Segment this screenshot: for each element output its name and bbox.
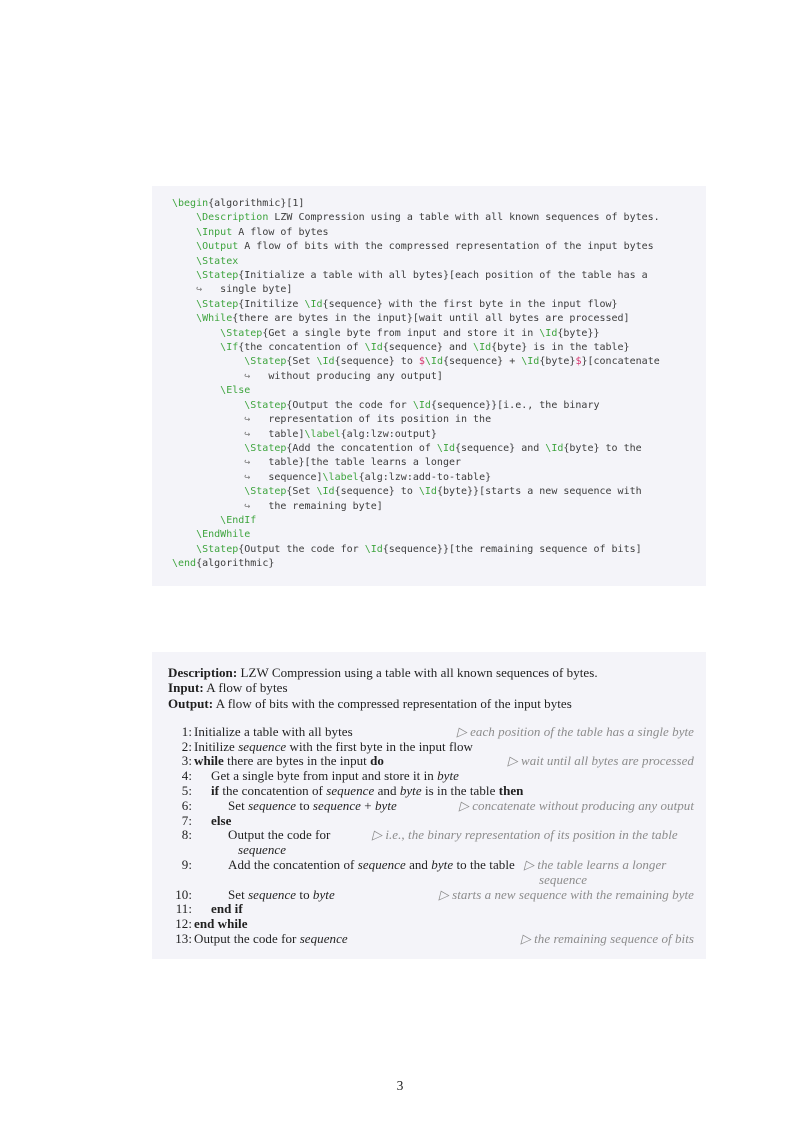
algorithm-line xyxy=(168,799,694,814)
line-number: 5: xyxy=(181,783,192,799)
algorithm-line xyxy=(168,754,694,769)
code-line: \If{the concatention of \Id{sequence} and \Id{byte} is in the table} xyxy=(220,342,630,354)
code-line: ↪ table}[the table learns a longer xyxy=(244,457,461,469)
code-line: ↪ without producing any output] xyxy=(244,370,443,382)
line-number: 6: xyxy=(181,797,192,813)
code-line: ↪ the remaining byte] xyxy=(244,500,383,512)
algorithm-line xyxy=(168,740,694,755)
line-number: 4: xyxy=(181,768,192,784)
line-number: 11: xyxy=(175,901,192,917)
algorithm-header-line: Output: A flow of bits with the compressed representation of the input bytes xyxy=(168,695,572,711)
statement: Set sequence to sequence + byte xyxy=(228,797,397,813)
algorithm-line xyxy=(168,784,694,799)
code-line: \Statep{Add the concatention of \Id{sequence} and \Id{byte} to the xyxy=(244,442,642,454)
code-line: \Output A flow of bits with the compressed representation of the input bytes xyxy=(196,241,654,253)
algorithm-line xyxy=(168,828,694,858)
statement: Set sequence to byte xyxy=(228,886,335,902)
code-line: \Statex xyxy=(196,255,239,267)
line-number: 13: xyxy=(175,931,192,947)
code-line: \begin{algorithmic}[1] xyxy=(172,198,305,209)
algorithm-line xyxy=(168,725,694,740)
algorithm-line xyxy=(168,858,694,888)
code-line: \Input A flow of bytes xyxy=(196,226,329,238)
line-number: 12: xyxy=(175,916,192,932)
code-line: \Statep{Initilize \Id{sequence} with the first byte in the input flow} xyxy=(196,298,618,310)
comment: ▷ the remaining sequence of bits xyxy=(520,931,694,947)
comment: ▷ i.e., the binary representation of its position in the table xyxy=(372,827,678,843)
comment: ▷ each position of the table has a single byte xyxy=(456,723,694,739)
page-number: 3 xyxy=(396,1078,404,1093)
code-line: \Statep{Set \Id{sequence} to \Id{byte}}[starts a new sequence with xyxy=(244,486,642,498)
line-number: 1: xyxy=(181,723,192,739)
algorithm-body xyxy=(168,725,694,947)
statement: if the concatention of sequence and byte is in the table then xyxy=(211,783,524,799)
line-number: 7: xyxy=(181,812,192,828)
algorithm-line xyxy=(168,917,694,932)
algorithm-header-line: Description: LZW Compression using a table with all known sequences of bytes. xyxy=(168,665,598,680)
code-line: ↪ sequence]\label{alg:lzw:add-to-table} xyxy=(244,471,492,483)
line-number: 2: xyxy=(181,738,192,754)
line-number: 9: xyxy=(181,857,192,873)
statement: Add the concatention of sequence and byte to the table xyxy=(228,857,515,873)
algorithm-line xyxy=(168,888,694,903)
algorithm-header xyxy=(168,665,694,711)
algorithm-line xyxy=(168,902,694,917)
statement: else xyxy=(211,812,232,828)
statement: Output the code for sequence xyxy=(228,827,331,858)
code-line: \Statep{Output the code for \Id{sequence}}[i.e., the binary xyxy=(244,399,600,411)
comment: ▷ wait until all bytes are processed xyxy=(507,753,694,769)
code-line: ↪ table]\label{alg:lzw:output} xyxy=(244,428,437,440)
line-number: 3: xyxy=(181,753,192,769)
code-line: ↪ representation of its position in the xyxy=(244,414,492,426)
code-line: \Statep{Get a single byte from input and store it in \Id{byte}} xyxy=(220,327,600,339)
code-line: \Description LZW Compression using a table with all known sequences of bytes. xyxy=(196,212,660,224)
latex-source-listing xyxy=(152,186,706,586)
statement: while there are bytes in the input do xyxy=(194,753,384,769)
algorithm-line xyxy=(168,769,694,784)
statement: Initialize a table with all bytes xyxy=(194,723,353,739)
statement: end if xyxy=(211,901,243,917)
code-line: \Statep{Set \Id{sequence} to $\Id{sequence} + \Id{byte}$}[concatenate xyxy=(244,356,660,368)
algorithm-line xyxy=(168,932,694,947)
code-line: \EndIf xyxy=(220,514,257,526)
statement: end while xyxy=(194,916,248,932)
statement: Output the code for sequence xyxy=(194,931,348,947)
algorithm-header-line: Input: A flow of bytes xyxy=(168,680,288,696)
code-line: \Statep{Output the code for \Id{sequence}}[the remaining sequence of bits] xyxy=(196,543,642,555)
code-line: \Statep{Initialize a table with all bytes}[each position of the table has a xyxy=(196,270,648,282)
code-line: \Else xyxy=(220,385,251,397)
line-number: 10: xyxy=(175,886,192,902)
code-line: \EndWhile xyxy=(196,529,251,541)
statement: Initilize sequence with the first byte in the input flow xyxy=(194,738,473,754)
comment: ▷ concatenate without producing any output xyxy=(458,797,694,813)
comment: ▷ the table learns a longer sequence xyxy=(524,857,667,887)
statement: Get a single byte from input and store it in byte xyxy=(211,768,459,784)
line-number: 8: xyxy=(181,827,192,843)
comment: ▷ starts a new sequence with the remaining byte xyxy=(438,886,694,902)
algorithm-render xyxy=(152,652,706,959)
algorithm-line xyxy=(168,814,694,829)
code-line: \end{algorithmic} xyxy=(172,558,275,570)
code-line: ↪ single byte] xyxy=(196,284,293,296)
code-line: \While{there are bytes in the input}[wait until all bytes are processed] xyxy=(196,313,630,325)
